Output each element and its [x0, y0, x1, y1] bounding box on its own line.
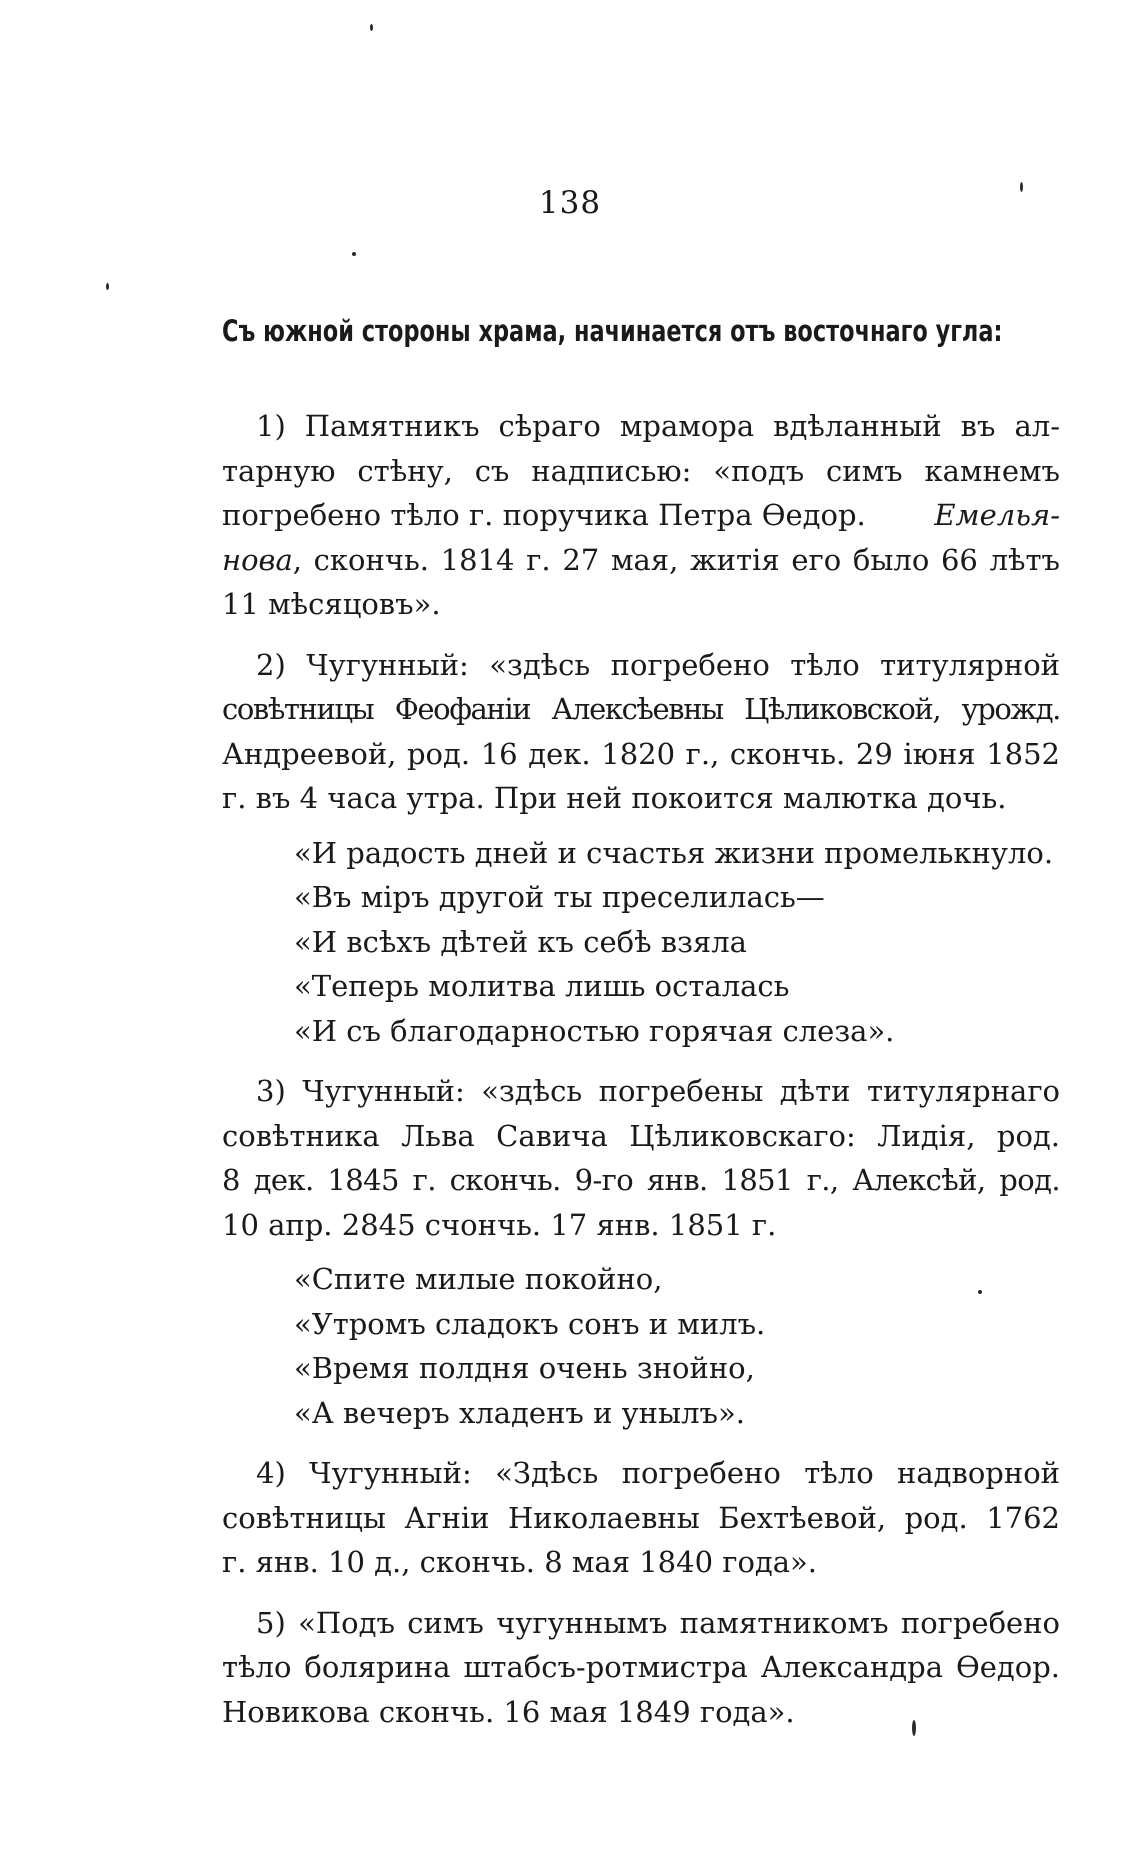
poem-1-verse-4: «Теперь молитва лишь осталась: [294, 969, 790, 1003]
poem-1-verse-1: «И радость дней и счастья жизни промелькнуло.: [294, 835, 1054, 870]
entry-5-line-2: тѣло болярина штабсъ-ротмистра Александра Ѳедор.: [222, 1650, 1060, 1684]
entry-2-line-3: Андреевой, род. 16 дек. 1820 г., скончь. 29 іюня 1852: [222, 736, 1060, 771]
entry-1: [222, 404, 1060, 627]
entry-1-surname-part-2: нова: [222, 542, 293, 577]
entry-1-line-4: [222, 538, 1060, 583]
entry-3-line-3: 8 дек. 1845 г. скончь. 9-го янв. 1851 г., Алексѣй, род.: [222, 1163, 1060, 1197]
scan-speck: [370, 24, 373, 31]
scan-speck: [106, 283, 109, 290]
entry-1-line-4-text: , скончь. 1814 г. 27 мая, житія его было 66 лѣтъ: [292, 542, 1060, 577]
poem-2-verse-2: «Утромъ сладокъ сонъ и милъ.: [294, 1306, 766, 1341]
entry-5-line-3: Новикова скончь. 16 мая 1849 года».: [222, 1694, 795, 1729]
entry-1-surname-part-1: Емелья-: [934, 498, 1060, 532]
entry-3-line-2: совѣтника Льва Савича Цѣликовскаго: Лидія, род.: [222, 1118, 1060, 1153]
poem-2-verse-4: «А вечеръ хладенъ и унылъ».: [294, 1395, 745, 1430]
epitaph-poem-1: [294, 831, 1060, 1054]
entry-3-line-1: 3) Чугунный: «здѣсь погребены дѣти титулярнаго: [256, 1074, 1060, 1108]
entry-3: [222, 1069, 1060, 1247]
entry-4-line-2: совѣтницы Агніи Николаевны Бехтѣевой, род. 1762: [222, 1500, 1060, 1535]
entry-3-line-4: 10 апр. 2845 счончь. 17 янв. 1851 г.: [222, 1207, 777, 1242]
poem-1-verse-2: «Въ міръ другой ты преселилась—: [294, 880, 825, 914]
entry-1-line-2: тарную стѣну, съ надписью: «подъ симъ камнемъ: [222, 453, 1060, 488]
entry-1-line-1: 1) Памятникъ сѣраго мрамора вдѣланный въ ал-: [256, 409, 1060, 443]
poem-1-verse-3: «И всѣхъ дѣтей къ себѣ взяла: [294, 924, 747, 959]
section-heading: Съ южной стороны храма, начинается отъ восточнаго угла:: [222, 314, 1003, 348]
entry-2-line-4: г. въ 4 часа утра. При ней покоится малютка дочь.: [222, 781, 1007, 815]
entry-1-line-5: 11 мѣсяцовъ».: [222, 587, 441, 621]
scan-speck: [352, 252, 356, 256]
entry-5-line-1: 5) «Подъ симъ чугуннымъ памятникомъ погребено: [256, 1605, 1060, 1640]
scan-speck: [912, 1720, 916, 1736]
poem-2-verse-3: «Время полдня очень знойно,: [294, 1351, 755, 1385]
entry-2: [222, 643, 1060, 821]
entry-5: [222, 1601, 1060, 1735]
scan-speck: [978, 1290, 982, 1294]
entry-4-line-1: 4) Чугунный: «Здѣсь погребено тѣло надворной: [256, 1456, 1060, 1490]
scan-speck: [1020, 182, 1023, 192]
entry-2-line-2: совѣтницы Феофаніи Алексѣевны Цѣликовской, урожд.: [222, 692, 1060, 726]
page-body: [222, 404, 1060, 1750]
page-number: 138: [538, 185, 602, 221]
entry-4-line-3: г. янв. 10 д., скончь. 8 мая 1840 года».: [222, 1545, 818, 1579]
poem-2-verse-1: «Спите милые покойно,: [294, 1262, 663, 1296]
epitaph-poem-2: [294, 1257, 1060, 1435]
entry-1-line-3: [222, 493, 1060, 538]
entry-1-line-3-text: погребено тѣло г. поручика Петра Ѳедор.: [222, 498, 866, 532]
entry-4: [222, 1451, 1060, 1585]
entry-2-line-1: 2) Чугунный: «здѣсь погребено тѣло титулярной: [256, 647, 1060, 682]
poem-1-verse-5: «И съ благодарностью горячая слеза».: [294, 1013, 895, 1048]
